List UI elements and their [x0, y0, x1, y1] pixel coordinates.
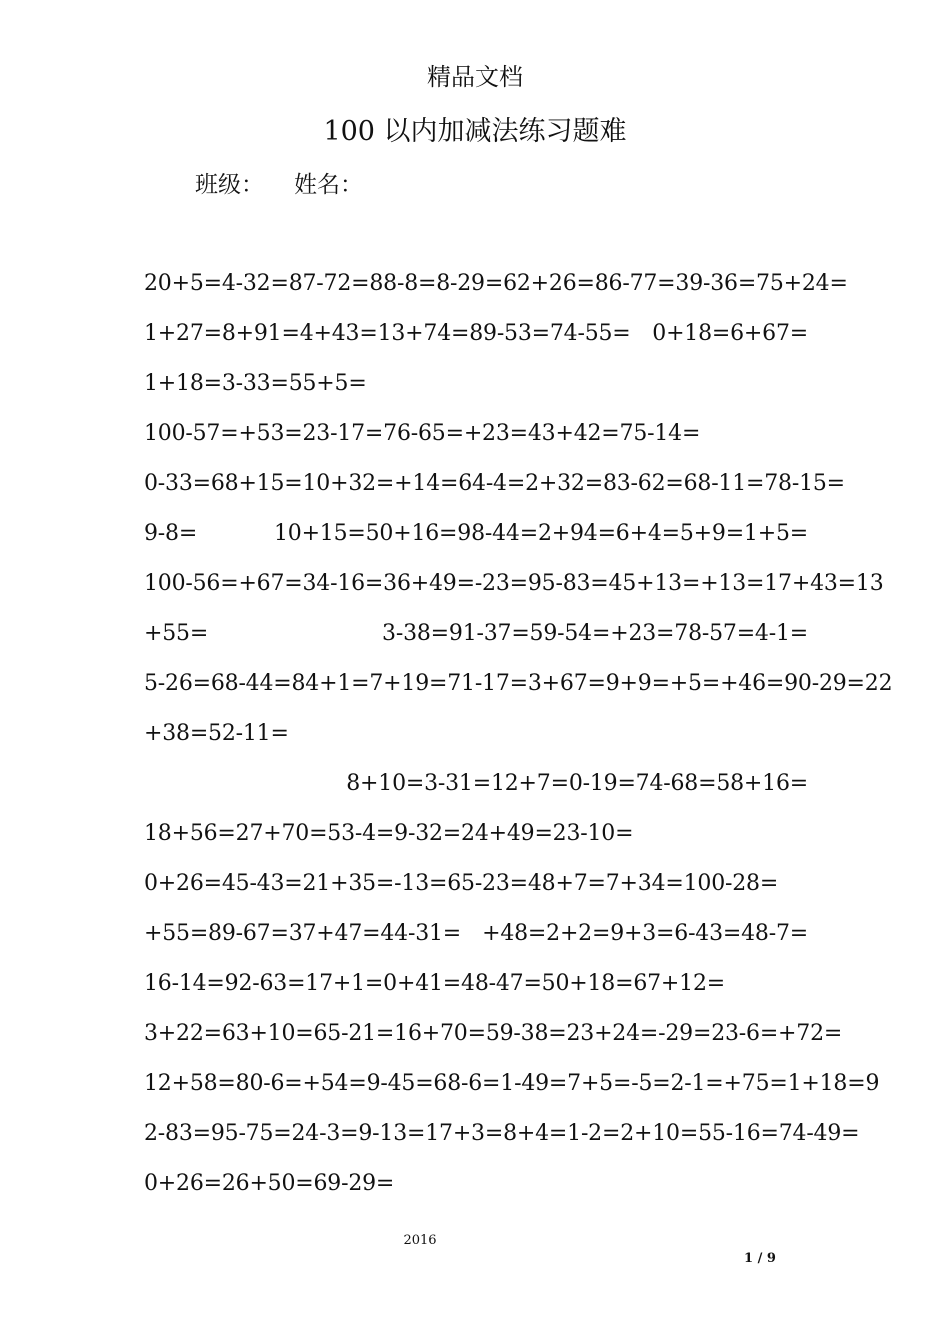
problem-line-19	[144, 1169, 808, 1219]
problem-line-8	[144, 619, 808, 669]
problem-segment-right: 0+18=6+67=	[652, 321, 808, 346]
problem-segment-right: 3-38=91-37=59-54=+23=78-57=4-1=	[382, 621, 808, 646]
problem-line-10	[144, 719, 808, 769]
problem-segment-left: 18+56=27+70=53-4=9-32=24+49=23-10=	[144, 821, 634, 846]
problem-segment-right: 16+70=59-38=23+24=-29=23-6=+72=	[394, 1021, 843, 1046]
problem-segment-left: 3+22=63+10=65-21=	[144, 1021, 395, 1046]
problem-segment-left: 5-26=68-44=84+1=7+19=71-17=3+67=9+9=+5=+46=90-29=22	[144, 671, 893, 696]
page-number: 1 / 9	[744, 1251, 776, 1266]
footer-year: 2016	[403, 1233, 437, 1248]
problem-segment-left: 100-57=+53=23-17=76-65=+23=43+42=75-14=	[144, 421, 701, 446]
problem-segment-left: 16-14=92-63=17+1=0+41=48-47=50+18=67+12=	[144, 971, 725, 996]
problem-segment-left: 2-83=95-75=24-3=9-13=17+3=8+4=1-2=2+10=55-16=74-49=	[144, 1121, 860, 1146]
problem-segment-left: 0+26=26+50=69-29=	[144, 1171, 395, 1196]
problem-segment-left: +55=	[144, 621, 209, 646]
problem-line-17	[144, 1069, 880, 1119]
problem-segment-right: +48=2+2=9+3=6-43=48-7=	[482, 921, 808, 946]
problem-segment-left: 9-8=	[144, 521, 198, 546]
header-mark: 精品文档	[427, 63, 523, 91]
problem-line-7	[144, 569, 884, 619]
problem-line-3	[144, 369, 808, 419]
problem-line-13	[144, 869, 808, 919]
problem-line-18	[144, 1119, 860, 1169]
problem-line-15	[144, 969, 808, 1019]
problem-line-11	[144, 769, 808, 819]
problem-segment-left: +55=89-67=37+47=44-31=	[144, 921, 462, 946]
problem-segment-right: 10+15=50+16=98-44=2+94=6+4=5+9=1+5=	[273, 521, 808, 546]
problem-line-14	[144, 919, 808, 969]
problem-segment-left: 12+58=80-6=+54=9-45=68-6=1-49=7+5=-5=2-1=+75=1+18=9	[144, 1071, 880, 1096]
problem-line-6	[144, 519, 808, 569]
problem-line-1	[144, 269, 848, 319]
problem-list	[144, 269, 893, 1219]
name-label: 姓名：	[294, 172, 363, 198]
problem-line-5	[144, 469, 845, 519]
problem-segment-left: 20+5=4-32=87-72=88-8=8-29=62+26=86-77=39-36=75+24=	[144, 271, 848, 296]
problem-segment-left: 100-56=+67=34-16=36+49=-23=95-83=45+13=+13=17+43=13	[144, 571, 884, 596]
problem-line-9	[144, 669, 893, 719]
problem-segment-right: 8+10=3-31=12+7=0-19=74-68=58+16=	[346, 771, 808, 796]
problem-line-12	[144, 819, 808, 869]
problem-segment-left: 0-33=68+15=10+32=+14=64-4=2+32=83-62=68-11=78-15=	[144, 471, 845, 496]
student-info	[195, 170, 363, 200]
problem-line-4	[144, 419, 808, 469]
problem-segment-left: +38=52-11=	[144, 721, 289, 746]
problem-segment-left: 1+18=3-33=55+5=	[144, 371, 367, 396]
class-label: 班级：	[195, 172, 264, 198]
page-title: 100 以内加减法练习题难	[323, 116, 627, 147]
problem-segment-left: 0+26=45-43=21+35=-13=65-23=48+7=7+34=100-28=	[144, 871, 779, 896]
problem-segment-left: 1+27=8+91=4+43=13+74=89-53=74-55=	[144, 321, 631, 346]
problem-line-2	[144, 319, 808, 369]
problem-line-16	[144, 1019, 843, 1069]
